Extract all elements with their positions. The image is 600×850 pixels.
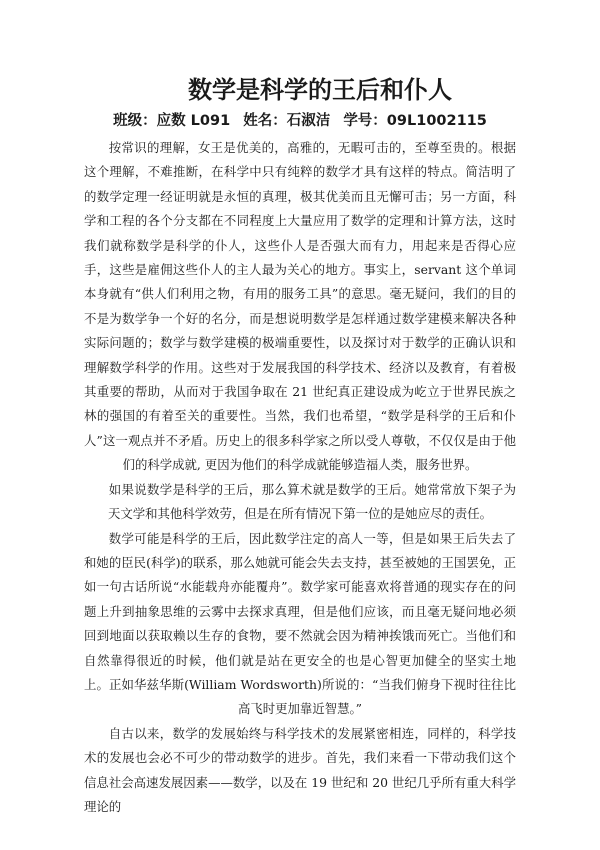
student-id-label: 学号：09L1002115: [343, 113, 487, 129]
paragraph-2: 如果说数学是科学的王后，那么算术就是数学的王后。她常常放下架子为天文学和其他科学效劳，但是在所有情况下第一位的是她应尽的责任。: [107, 481, 516, 522]
document-page: [84, 72, 516, 819]
paragraph-1: 按常识的理解，女王是优美的，高雅的，无暇可击的，至尊至贵的。根据这个理解，不难推断，在科学中只有纯粹的数学才具有这样的特点。简洁明了的数学定理一经证明就是永恒的真理，极其优美而且无懈可击；另一方面，科学和工程的各个分支都在不同程度上大量应用了数学的定理和计算方法，这时我们就称数学是科学的仆人，这些仆人是否强大而有力，用起来是否得心应手，这些是雇佣这些仆人的主人最为关心的地方。事实上，servant 这个单词本身就有“供人们利用之物，有用的服务工具”的意思。毫无疑问，我们的目的不是为数学争一个好的名分，而是想说明数学是怎样通过数学建模来解决各种实际问题的；数学与数学建模的极端重要性，以及探讨对于数学的正确认识和理解数学科学的作用。这些对于发展我国的科学技术、经济以及教育，有着极其重要的帮助，从而对于我国争取在 21 世纪真正建设成为屹立于世界民族之林的强国的有着至关的重要性。当然，我们也希望，“数学是科学的王后和仆人”这一观点并不矛盾。历史上的很多科学家之所以受人尊敬，不仅仅是由于他们的科学成就, 更因为他们的科学成就能够造福人类，服务世界。: [84, 140, 516, 473]
class-label: 班级：应数 L091: [113, 113, 231, 129]
name-label: 姓名：石淑洁: [243, 113, 331, 129]
document-body: [84, 136, 516, 819]
paragraph-3: 数学可能是科学的王后，因此数学注定的高人一等，但是如果王后失去了和她的臣民(科学)的联系，那么她就可能会失去支持，甚至被她的王国罢免，正如一句古话所说“水能载舟亦能覆舟”。数学家可能喜欢将普通的现实存在的问题上升到抽象思维的云雾中去探求真理，但是他们应该，而且毫无疑问地必须回到地面以获取赖以生存的食物，要不然就会因为精神挨饿而死亡。当他们和自然靠得很近的时候，他们就是站在更安全的也是心智更加健全的坚实土地上。正如华兹华斯(William Wordsworth)所说的：“当我们俯身下视时往往比高飞时更加靠近智慧。”: [84, 530, 516, 717]
paragraph-4: 自古以来，数学的发展始终与科学技术的发展紧密相连，同样的，科学技术的发展也会必不可少的带动数学的进步。首先，我们来看一下带动我们这个信息社会高速发展因素——数学，以及在 19 世纪和 20 世纪几乎所有重大科学理论的: [84, 725, 516, 814]
document-title: 数学是科学的王后和仆人: [188, 76, 452, 104]
author-info-line: [84, 108, 516, 134]
